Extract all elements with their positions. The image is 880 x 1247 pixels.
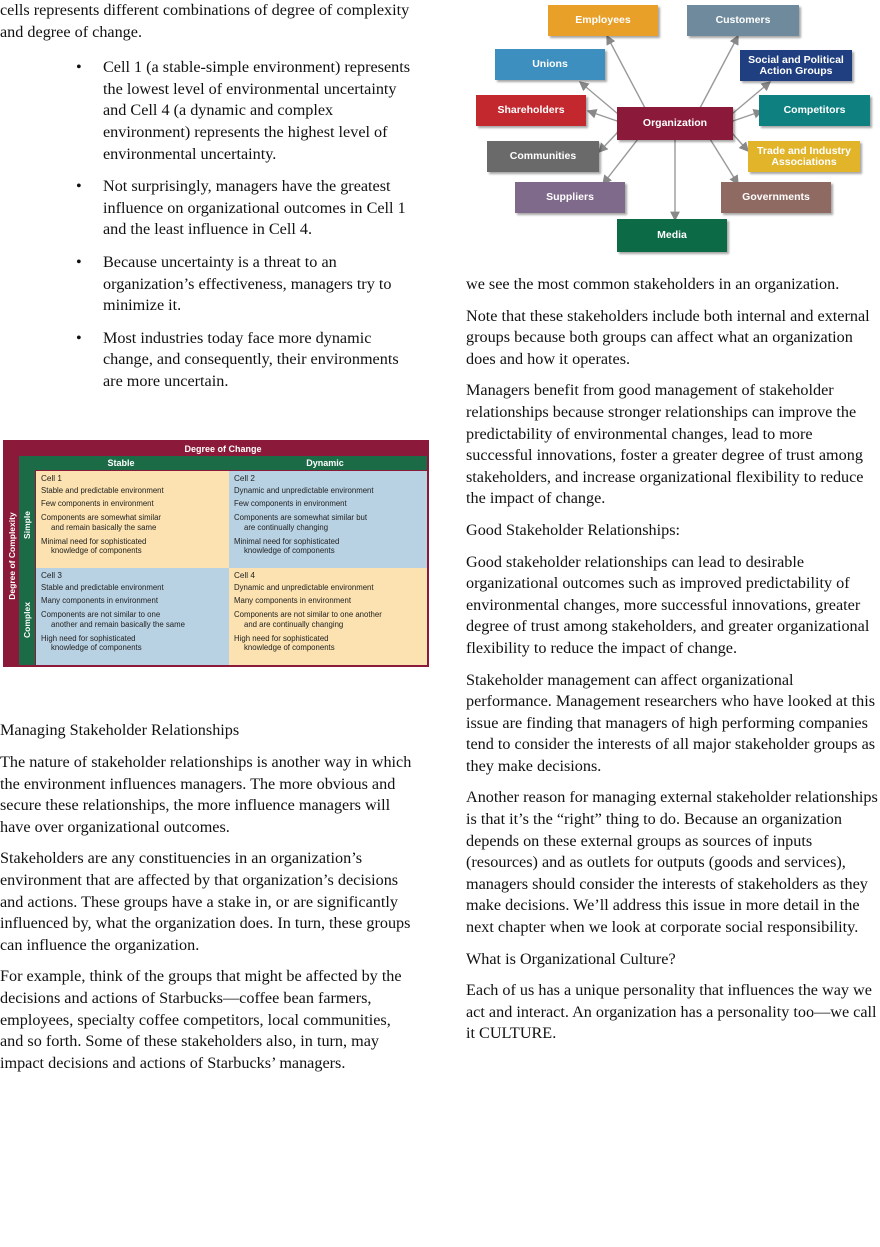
matrix-row-axis: [3, 456, 19, 665]
cell-line: another and remain basically the same: [51, 619, 185, 629]
stakeholder-unions: Unions: [495, 49, 605, 80]
stakeholder-governments: Governments: [721, 182, 831, 213]
stakeholder-competitors: Competitors: [759, 95, 870, 126]
cell-line: knowledge of components: [51, 546, 142, 556]
list-item: [76, 57, 412, 165]
cell-line: Dynamic and unpredictable environment: [234, 582, 374, 592]
paragraph: The nature of stakeholder relationships is another way in which the environment influences managers. The more obvious and secure these relationships, the more influence managers will have over organizational outcomes.: [0, 753, 412, 836]
stakeholder-media: Media: [617, 219, 727, 252]
cell-line: Components are not similar to one another: [234, 610, 382, 620]
stakeholder-suppliers: Suppliers: [515, 182, 625, 213]
paragraph: Note that these stakeholders include both internal and external groups because both groups can affect what an organization does and how it operates.: [466, 306, 870, 368]
cell-line: Components are somewhat similar but: [234, 513, 368, 523]
right-column: [466, 274, 880, 1055]
left-column: [0, 0, 412, 404]
paragraph: Managers benefit from good management of stakeholder relationships because stronger relationships can improve the predictability of environmental changes, lead to more successful innovations, foster a greater degree of trust among stakeholders, and increase organizational flexibility to reduce the impact of change.: [466, 381, 864, 508]
matrix-column-headers: [19, 456, 427, 470]
paragraph: For example, think of the groups that might be affected by the decisions and actions of Starbucks—coffee bean farmers, employees, specialty coffee competitors, local communities, and so forth. Some of these stakeholders also, in turn, may impact decisions and actions of Starbucks’ managers.: [0, 967, 402, 1072]
list-item-text: Not surprisingly, managers have the greatest influence on organizational outcomes in Cell 1 and the least influence in Cell 4.: [103, 177, 406, 239]
cell-line: knowledge of components: [244, 643, 335, 653]
stakeholder-communities: Communities: [487, 141, 599, 172]
cell-line: and remain basically the same: [51, 522, 157, 532]
matrix-cell-3: [36, 568, 229, 665]
section-heading-organizational-culture: What is Organizational Culture?: [466, 949, 676, 968]
column-header-dynamic: Dynamic: [306, 458, 344, 468]
stakeholder-shareholders: Shareholders: [476, 95, 586, 126]
row-header-complex: Complex: [22, 602, 32, 638]
stakeholder-trade-industry-associations: Trade and Industry Associations: [748, 141, 860, 172]
cell-line: Stable and predictable environment: [41, 485, 164, 495]
row-header-simple: Simple: [22, 511, 32, 539]
stakeholder-employees: Employees: [548, 5, 658, 36]
bullet-mark: •: [76, 58, 82, 77]
stakeholder-diagram: [470, 0, 870, 258]
paragraph: Each of us has a unique personality that influences the way we act and interact. An organization has a personality too—we call it CULTURE.: [466, 981, 877, 1043]
list-item-text: Because uncertainty is a threat to an organization’s effectiveness, managers try to minimize it.: [103, 252, 392, 315]
matrix-cell-4: [229, 568, 427, 665]
cell-line: Few components in environment: [41, 499, 154, 509]
stakeholder-organization: Organization: [617, 107, 733, 140]
stakeholder-social-political-action-groups: Social and Political Action Groups: [740, 50, 852, 81]
stakeholder-customers: Customers: [687, 5, 799, 36]
cell-line: knowledge of components: [51, 643, 142, 653]
paragraph: Stakeholder management can affect organizational performance. Management researchers who have looked at this issue are finding that managers of high performing companies tend to consider the interests of all major stakeholder groups as they make decisions.: [466, 670, 876, 775]
cell-title: Cell 3: [41, 571, 62, 580]
bullet-mark: •: [76, 328, 82, 347]
cell-line: Many components in environment: [41, 596, 159, 606]
list-item-text: Most industries today face more dynamic change, and consequently, their environments are more uncertain.: [103, 328, 399, 390]
cell-line: Many components in environment: [234, 596, 352, 606]
paragraph: Stakeholders are any constituencies in an organization’s environment that are affected by that organization’s decisions and actions. These groups have a stake in, or are significantly influenced by, what the organization does. In turn, these groups can influence the organization.: [0, 849, 411, 954]
left-column-lower: [0, 752, 412, 1084]
paragraph: we see the most common stakeholders in an organization.: [466, 275, 840, 293]
bullet-list: [0, 57, 412, 392]
list-item: [76, 252, 412, 317]
cell-title: Cell 4: [234, 571, 255, 580]
cell-line: Few components in environment: [234, 499, 347, 509]
paragraph: Good stakeholder relationships can lead to desirable organizational outcomes such as improved predictability of environmental changes, more successful innovations, greater degree of trust among stakeholders, and greater organizational flexibility to reduce the impact of change.: [466, 552, 870, 657]
section-heading-good-relationships: Good Stakeholder Relationships:: [466, 520, 681, 539]
cell-title: Cell 2: [234, 474, 255, 483]
section-heading-managing-stakeholders: Managing Stakeholder Relationships: [0, 721, 240, 739]
bullet-mark: •: [76, 252, 82, 271]
intro-paragraph: cells represents different combinations of degree of complexity and degree of change.: [0, 1, 410, 41]
cell-line: Components are somewhat similar: [41, 513, 162, 523]
paragraph: Another reason for managing external stakeholder relationships is that it’s the “right” thing to do. Because an organization depends on these external groups as sources of inputs (resources) and as outlets for outputs (goods and services), managers should consider the interests of stakeholders as they make decisions. We’ll address this issue in more detail in the next chapter when we look at corporate social responsibility.: [466, 788, 878, 937]
bullet-mark: •: [76, 177, 82, 196]
list-item: [76, 176, 412, 241]
cell-line: High need for sophisticated: [234, 633, 329, 643]
cell-line: are continually changing: [244, 522, 329, 532]
matrix-cell-1: [36, 471, 229, 568]
cell-line: Stable and predictable environment: [41, 582, 164, 592]
cell-line: Components are not similar to one: [41, 610, 161, 620]
cell-line: Dynamic and unpredictable environment: [234, 485, 374, 495]
cell-line: knowledge of components: [244, 546, 335, 556]
list-item: [76, 328, 412, 393]
cell-title: Cell 1: [41, 474, 62, 483]
cell-line: High need for sophisticated: [41, 633, 136, 643]
cell-line: Minimal need for sophisticated: [234, 536, 340, 546]
matrix-row-headers: [19, 470, 35, 665]
list-item-text: Cell 1 (a stable-simple environment) represents the lowest level of environmental uncertainty and Cell 4 (a dynamic and complex environment) represents the highest level of environmental uncertainty.: [103, 58, 411, 163]
environmental-uncertainty-matrix: [3, 440, 429, 667]
cell-line: and are continually changing: [244, 619, 344, 629]
column-header-stable: Stable: [107, 458, 135, 468]
cell-line: Minimal need for sophisticated: [41, 536, 147, 546]
row-axis-label: Degree of Complexity: [7, 512, 17, 600]
matrix-cell-2: [229, 471, 427, 568]
matrix-title: Degree of Change: [184, 444, 262, 454]
